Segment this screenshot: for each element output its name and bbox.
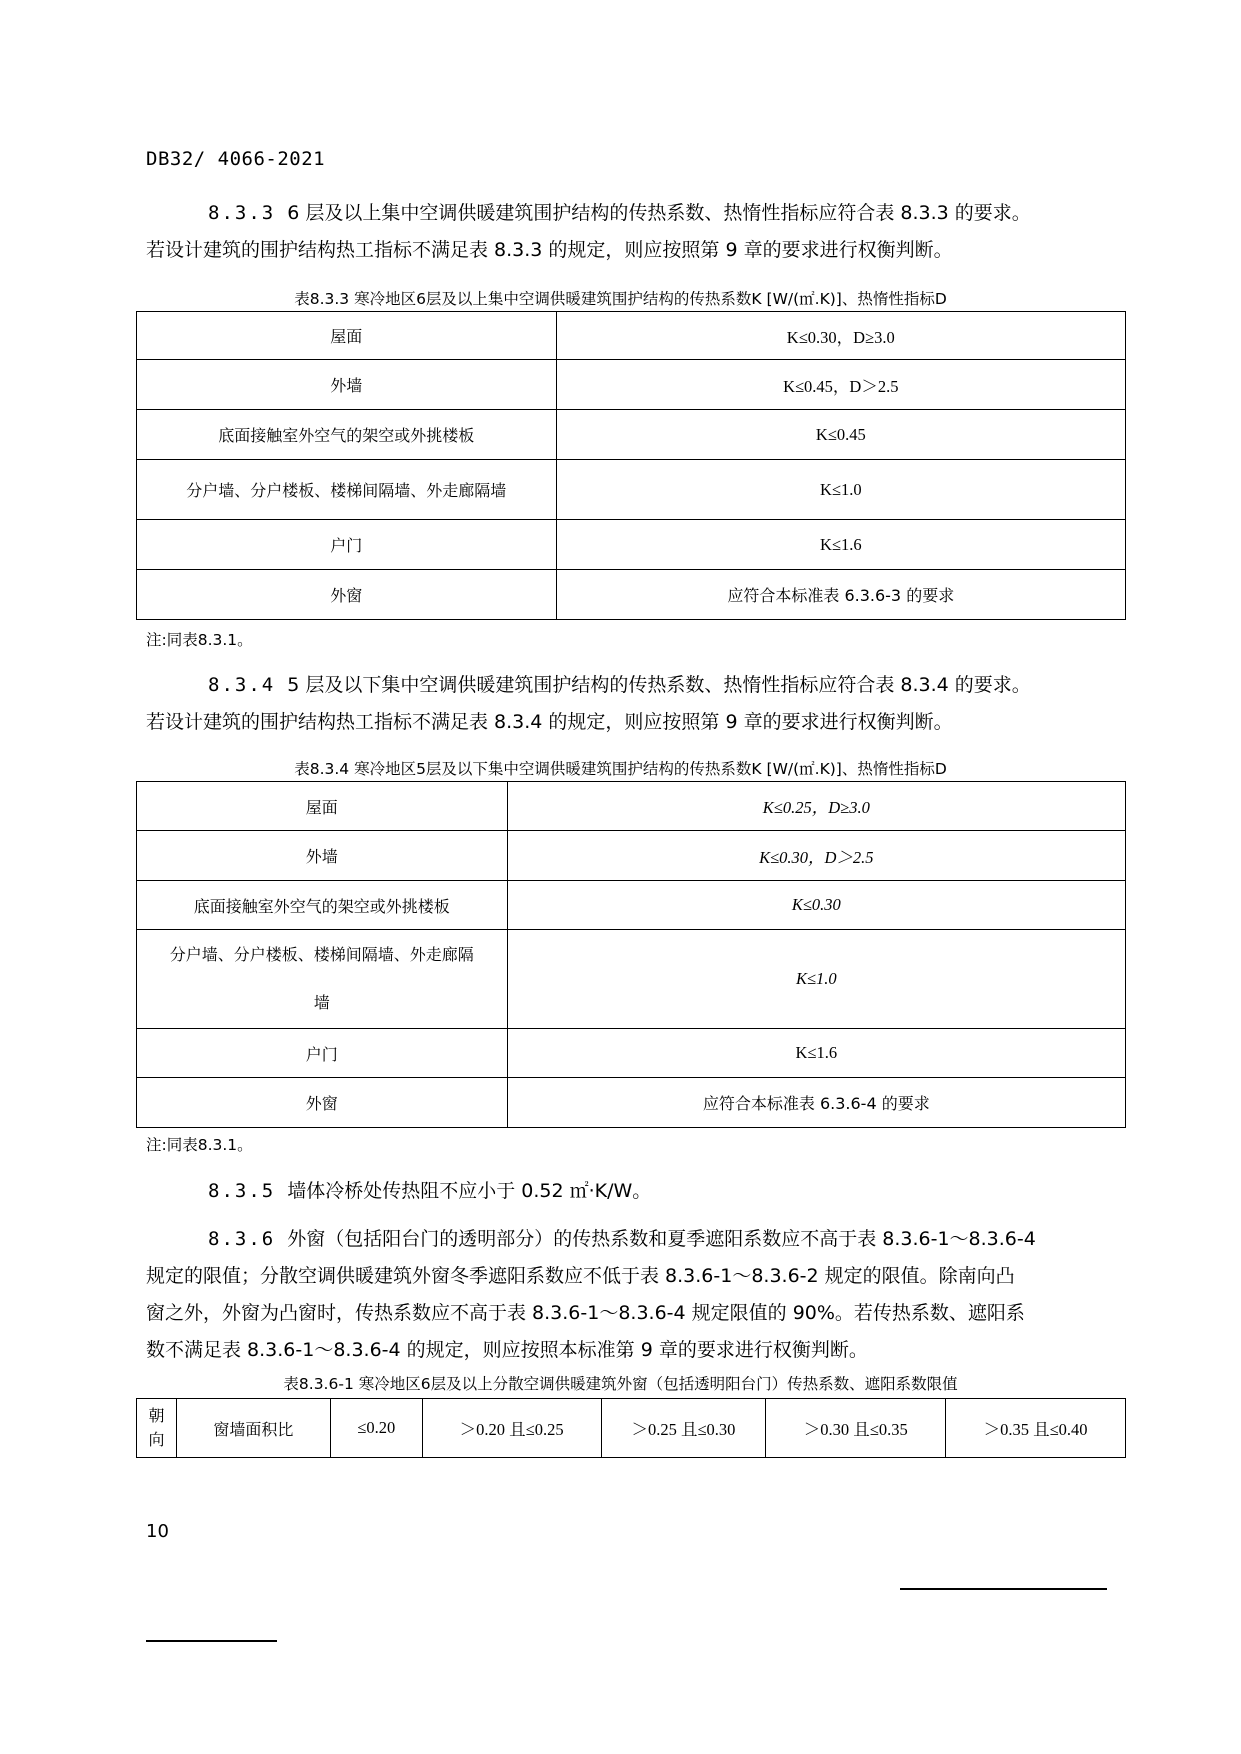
clause-text-line4: 数不满足表 8.3.6-1～8.3.6-4 的规定，则应按照本标准第 9 章的要求进行权衡判断。 bbox=[146, 1339, 868, 1361]
row-value: 应符合本标准表 6.3.6-4 的要求 bbox=[507, 1078, 1125, 1128]
ratio-column-1: ≤0.20 bbox=[330, 1399, 422, 1458]
orientation-header-line2: 向 bbox=[148, 1430, 165, 1449]
row-value: K≤1.6 bbox=[507, 1029, 1125, 1078]
row-label: 底面接触室外空气的架空或外挑楼板 bbox=[137, 410, 557, 460]
clause-number: 8.3.3 bbox=[208, 202, 276, 224]
table-8-3-6-1-caption: 表8.3.6-1 寒冷地区6层及以上分散空调供暖建筑外窗（包括透明阳台门）传热系数、遮阳系数限值 bbox=[283, 1375, 958, 1393]
row-value: K≤0.25，D≥3.0 bbox=[507, 782, 1125, 831]
ratio-column-2: ＞0.20 且≤0.25 bbox=[422, 1399, 601, 1458]
table-row bbox=[137, 881, 1126, 930]
clause-text-line2: 若设计建筑的围护结构热工指标不满足表 8.3.3 的规定，则应按照第 9 章的要求进行权衡判断。 bbox=[146, 239, 953, 261]
page-number: 10 bbox=[146, 1521, 169, 1542]
table-8-3-4-caption: 表8.3.4 寒冷地区5层及以下集中空调供暖建筑围护结构的传热系数K [W/(㎡.K)]、热惰性指标D bbox=[294, 760, 947, 778]
row-label: 分户墙、分户楼板、楼梯间隔墙、外走廊隔墙 bbox=[137, 460, 557, 520]
ratio-column-3: ＞0.25 且≤0.30 bbox=[601, 1399, 766, 1458]
table-8-3-3-note: 注:同表8.3.1。 bbox=[146, 631, 253, 649]
clause-text-line1: 6 层及以上集中空调供暖建筑围护结构的传热系数、热惰性指标应符合表 8.3.3 的要求。 bbox=[287, 202, 1031, 224]
footer-rule-left bbox=[146, 1640, 277, 1642]
table-row bbox=[137, 570, 1126, 620]
clause-text: 墙体冷桥处传热阻不应小于 0.52 ㎡·K/W。 bbox=[287, 1180, 652, 1202]
clause-number: 8.3.6 bbox=[208, 1228, 276, 1250]
clause-8-3-5 bbox=[146, 1173, 1126, 1210]
clause-number: 8.3.4 bbox=[208, 674, 276, 696]
clause-8-3-4 bbox=[146, 667, 1126, 741]
table-8-3-4-note: 注:同表8.3.1。 bbox=[146, 1136, 253, 1154]
clause-8-3-6 bbox=[146, 1221, 1126, 1369]
table-row bbox=[137, 1029, 1126, 1078]
row-label-line2: 墙 bbox=[313, 993, 330, 1012]
table-header-row bbox=[137, 1399, 1126, 1458]
row-label: 户门 bbox=[137, 1029, 508, 1078]
table-8-3-3 bbox=[136, 311, 1126, 620]
table-row bbox=[137, 520, 1126, 570]
table-row bbox=[137, 831, 1126, 881]
row-value: K≤1.6 bbox=[556, 520, 1125, 570]
table-row bbox=[137, 360, 1126, 410]
row-label: 户门 bbox=[137, 520, 557, 570]
row-label: 外墙 bbox=[137, 831, 508, 881]
clause-text-line1: 外窗（包括阳台门的透明部分）的传热系数和夏季遮阳系数应不高于表 8.3.6-1～8.3.6-4 bbox=[287, 1228, 1036, 1250]
table-row bbox=[137, 312, 1126, 360]
row-label: 外窗 bbox=[137, 1078, 508, 1128]
row-label bbox=[137, 930, 508, 1029]
row-label: 底面接触室外空气的架空或外挑楼板 bbox=[137, 881, 508, 930]
table-row bbox=[137, 410, 1126, 460]
table-8-3-4 bbox=[136, 781, 1126, 1128]
table-8-3-3-caption: 表8.3.3 寒冷地区6层及以上集中空调供暖建筑围护结构的传热系数K [W/(㎡.K)]、热惰性指标D bbox=[294, 290, 947, 308]
clause-text-line2: 规定的限值；分散空调供暖建筑外窗冬季遮阳系数应不低于表 8.3.6-1～8.3.6-2 规定的限值。除南向凸 bbox=[146, 1265, 1015, 1287]
row-value: K≤0.45 bbox=[556, 410, 1125, 460]
row-label: 屋面 bbox=[137, 782, 508, 831]
row-label: 屋面 bbox=[137, 312, 557, 360]
clause-text-line3: 窗之外，外窗为凸窗时，传热系数应不高于表 8.3.6-1～8.3.6-4 规定限值的 90%。若传热系数、遮阳系 bbox=[146, 1302, 1025, 1324]
ratio-column-5: ＞0.35 且≤0.40 bbox=[946, 1399, 1126, 1458]
row-value: K≤0.30，D≥3.0 bbox=[556, 312, 1125, 360]
row-value: K≤0.45，D＞2.5 bbox=[556, 360, 1125, 410]
ratio-column-4: ＞0.30 且≤0.35 bbox=[766, 1399, 946, 1458]
clause-text-line1: 5 层及以下集中空调供暖建筑围护结构的传热系数、热惰性指标应符合表 8.3.4 的要求。 bbox=[287, 674, 1031, 696]
row-label-line1: 分户墙、分户楼板、楼梯间隔墙、外走廊隔 bbox=[169, 945, 474, 964]
orientation-header bbox=[137, 1399, 177, 1458]
row-value: 应符合本标准表 6.3.6-3 的要求 bbox=[556, 570, 1125, 620]
table-row bbox=[137, 930, 1126, 1029]
row-value: K≤1.0 bbox=[507, 930, 1125, 1029]
orientation-header-line1: 朝 bbox=[148, 1406, 165, 1425]
row-value: K≤0.30，D＞2.5 bbox=[507, 831, 1125, 881]
table-row bbox=[137, 1078, 1126, 1128]
table-8-3-6-1 bbox=[136, 1398, 1126, 1458]
document-code: DB32/ 4066-2021 bbox=[146, 148, 326, 170]
clause-number: 8.3.5 bbox=[208, 1180, 276, 1202]
clause-text-line2: 若设计建筑的围护结构热工指标不满足表 8.3.4 的规定，则应按照第 9 章的要求进行权衡判断。 bbox=[146, 711, 953, 733]
row-label: 外墙 bbox=[137, 360, 557, 410]
clause-8-3-3 bbox=[146, 195, 1126, 269]
row-label: 外窗 bbox=[137, 570, 557, 620]
row-value: K≤0.30 bbox=[507, 881, 1125, 930]
ratio-header: 窗墙面积比 bbox=[176, 1399, 330, 1458]
row-value: K≤1.0 bbox=[556, 460, 1125, 520]
table-row bbox=[137, 782, 1126, 831]
table-row bbox=[137, 460, 1126, 520]
footer-rule-right bbox=[900, 1588, 1107, 1590]
